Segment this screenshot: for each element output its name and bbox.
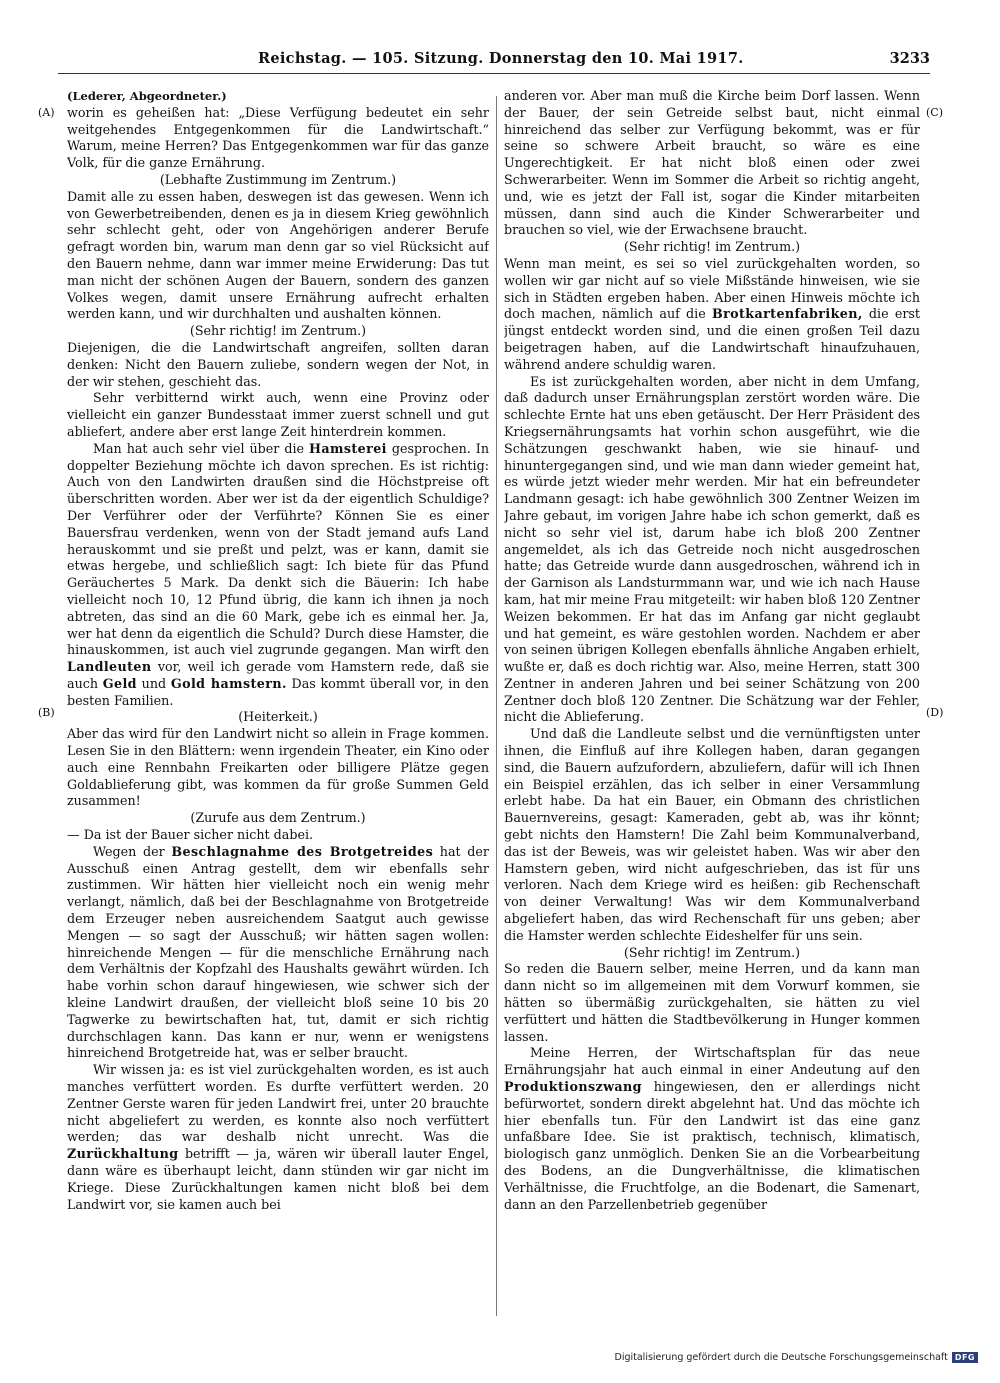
column-divider: [496, 96, 497, 1316]
interjection: (Zurufe aus dem Zentrum.): [190, 810, 366, 826]
emphasis: Brotkartenfabriken,: [711, 306, 863, 322]
header-title: Reichstag. — 105. Sitzung. Donnerstag den 10. Mai 1917.: [258, 50, 744, 67]
margin-mark-c: (C): [926, 106, 943, 119]
paragraph: anderen vor. Aber man muß die Kirche beim Dorf lassen. Wenn der Bauer, der sein Getreide selbst baut, nicht einmal hinreichend das selber zur Verfügung bekommt, was er für seine so schwere Arbeit braucht, so wäre es eine Ungerechtigkeit. Er hat nicht bloß einen oder zwei Schwerarbeiter. Wenn im Sommer die Arbeit so richtig angeht, und, wie es jetzt der Fall ist, sogar die Kinder mitarbeiten müssen, dann sind auch die Kinder Schwerarbeiter und brauchen so viel, wie der Erwachsene braucht.: [504, 88, 920, 238]
paragraph: So reden die Bauern selber, meine Herren, und da kann man dann nicht so im allgemeinen mit dem Vorwurf kommen, sie hätten so übermäßig zurückgehalten, sie hätten zu viel verfüttert und hätten die Stadtbevölkerung in Hunger kommen lassen.: [504, 961, 920, 1044]
emphasis: Hamsterei: [309, 440, 387, 456]
header-rule: [58, 73, 930, 74]
interjection: (Sehr richtig! im Zentrum.): [623, 944, 801, 960]
paragraph: Wenn man meint, es sei so viel zurückgehalten worden, so wollen wir gar nicht auf so viele Mißstände hinweisen, wie sie sich in Städten ergeben haben. Aber einen Hinweis möchte ich doch machen, nämlich auf die Brotkartenfabriken, die erst jüngst entdeckt worden sind, und die einen großen Teil dazu beigetragen haben, auf die Landwirtschaft hinaufzuhauen, während andere schuldig waren.: [504, 255, 920, 372]
paragraph: — Da ist der Bauer sicher nicht dabei.: [67, 827, 314, 843]
margin-mark-b: (B): [38, 706, 55, 719]
paragraph: worin es geheißen hat: „Diese Verfügung bedeutet ein sehr weitgehendes Entgegenkommen für die Landwirtschaft.“ Warum, meine Herren? Das Entgegenkommen war für das ganze Volk, für die ganze Ernährung.: [67, 104, 489, 171]
paragraph: Es ist zurückgehalten worden, aber nicht in dem Umfang, daß dadurch unser Ernährungsplan zerstört worden wäre. Die schlechte Ernte hat uns eben getäuscht. Der Herr Präsident des Kriegsernährungsamts hat vorhin schon ausgeführt, wie die Schätzungen geschwankt haben, wie sie hinauf- und hinuntergegangen sind, und wie man dann wieder gemeint hat, es würde jetzt wieder mehr werden. Mir hat ein befreundeter Landmann gesagt: ich habe gewöhnlich 300 Zentner Weizen im Jahre gebaut, im vorigen Jahre habe ich schon gemerkt, daß es nicht so sehr viel ist, darum habe ich bloß 200 Zentner angemeldet, als ich das Getreide noch nicht ausgedroschen hatte; das Getreide wurde dann ausgedroschen, während ich in der Garnison als Landsturmmann war, und wie ich nach Hause kam, hat mir meine Frau mitgeteilt: wir haben bloß 120 Zentner Weizen bekommen. Er hat das im Anfang gar nicht geglaubt und hat gemeint, es wäre gestohlen worden. Nachdem er aber von seinen übrigen Kollegen ebenfalls ähnliche Angaben erhielt, wußte er, daß es doch richtig war. Also, meine Herren, statt 300 Zentner in anderen Jahren und bei seiner Schätzung von 200 Zentner doch bloß 120 Zentner. Die Schätzung war der Fehler, nicht die Ablieferung.: [504, 373, 920, 725]
emphasis: Zurückhaltung: [67, 1146, 179, 1162]
margin-mark-a: (A): [38, 106, 55, 119]
emphasis: Beschlagnahme des Brotgetreides: [171, 843, 434, 859]
paragraph: Diejenigen, die die Landwirtschaft angreifen, sollten daran denken: Nicht den Bauern zuliebe, sondern wegen der Not, in der wir stehen, geschieht das.: [67, 339, 489, 389]
credit-text: Digitalisierung gefördert durch die Deutsche Forschungsgemeinschaft: [614, 1352, 948, 1363]
paragraph: Sehr verbitternd wirkt auch, wenn eine Provinz oder vielleicht ein ganzer Bundesstaat immer zuerst schnell und gut abliefert, andere aber erst lange Zeit hinterdrein kommen.: [67, 390, 489, 439]
page-header: [58, 50, 930, 70]
digitization-credit: [615, 1352, 978, 1363]
interjection: (Sehr richtig! im Zentrum.): [623, 239, 801, 255]
right-column: [504, 88, 920, 1316]
dfg-logo: DFG: [952, 1352, 978, 1363]
paragraph: Man hat auch sehr viel über die Hamsterei gesprochen. In doppelter Beziehung möchte ich davon sprechen. Es ist richtig: Auch von den Landwirten draußen sind die Höchstpreise oft überschritten worden. Aber wer ist da der eigentlich Schuldige? Der Verführer oder der Verführte? Können Sie es einer Bauersfrau verdenken, wenn von der Stadt jemand aufs Land herauskommt und sie preßt und pelzt, was er kann, damit sie etwas hergebe, und schließlich sagt: Ich biete für das Pfund Geräuchertes 5 Mark. Da denkt sich die Bäuerin: Ich habe vielleicht noch 10, 12 Pfund übrig, die kann ich ihnen ja noch abtreten, das sind an die 60 Mark, gebe ich es einmal her. Ja, wer hat denn da eigentlich die Schuld? Durch diese Hamster, die hinauskommen, ist auch viel zugrunde gegangen. Man wirft den Landleuten vor, weil ich gerade vom Hamstern rede, daß sie auch Geld und Gold hamstern. Das kommt überall vor, in den besten Familien.: [67, 440, 489, 708]
paragraph: Meine Herren, der Wirtschaftsplan für das neue Ernährungsjahr hat auch einmal in einer Andeutung auf den Produktionszwang hingewiesen, den er allerdings nicht befürwortet, sondern direkt abgelehnt hat. Und das möchte ich hier ebenfalls tun. Für den Landwirt ist das eine ganz unfaßbare Idee. Sie ist praktisch, technisch, klimatisch, biologisch ganz unmöglich. Denken Sie an die Vorbearbeitung des Bodens, an die Dungverhältnisse, die klimatischen Verhältnisse, die Fruchtfolge, an die Bodenart, die Samenart, dann an den Parzellenbetrieb gegenüber: [504, 1045, 920, 1212]
interjection: (Lebhafte Zustimmung im Zentrum.): [159, 171, 397, 187]
paragraph: Und daß die Landleute selbst und die vernünftigsten unter ihnen, die Einfluß auf ihre Kollegen haben, daran gegangen sind, die Bauern aufzufordern, abzuliefern, dafür will ich Ihnen ein Beispiel erzählen, das ich selber in einer Versammlung erlebt habe. Da hat ein Bauer, ein Obmann des christlichen Bauernvereins, gesagt: Kameraden, gebt ab, was ihr könnt; gebt nichts den Hamstern! Die Zahl beim Kommunalverband, das ist der Beweis, was wir geleistet haben. Was wir aber den Hamstern geben, wird nicht aufgeschrieben, das ist für uns verloren. Nach dem Kriege wird es heißen: gib Rechenschaft von deiner Verwaltung! Was wir dem Kommunalverband abgeliefert haben, das wird Rechenschaft für uns geben; aber die Hamster werden schlechte Eideshelfer für uns sein.: [504, 726, 920, 943]
emphasis: Produktionszwang: [504, 1079, 642, 1095]
paragraph: Wir wissen ja: es ist viel zurückgehalten worden, es ist auch manches verfüttert worden. Es durfte verfüttert werden. 20 Zentner Gerste waren für jeden Landwirt frei, unter 20 brauchte nicht abgeliefert zu werden, es konnte also noch verfüttert werden; das war deshalb nicht unrecht. Was die Zurückhaltung betrifft — ja, wären wir überall lauter Engel, dann wäre es überhaupt leicht, dann stünden wir gar nicht im Kriege. Diese Zurückhaltungen kamen nicht bloß bei dem Landwirt vor, sie kamen auch bei: [67, 1062, 489, 1212]
paragraph: Damit alle zu essen haben, deswegen ist das gewesen. Wenn ich von Gewerbetreibenden, denen es ja in diesem Krieg gewöhnlich sehr schlecht geht, oder von Angehörigen anderer Berufe gefragt worden bin, warum man denn gar so viel Rücksicht auf den Bauern nehme, dann war immer meine Erwiderung: Das tut man nicht der schönen Augen der Bauern, sondern des ganzen Volkes wegen, damit unsere Ernährung aufrecht erhalten werden kann, und wir durchhalten und aushalten können.: [67, 188, 489, 322]
margin-mark-d: (D): [926, 706, 944, 719]
paragraph: Wegen der Beschlagnahme des Brotgetreides hat der Ausschuß einen Antrag gestellt, dem wir ebenfalls sehr zustimmen. Wir hätten hier vielleicht noch ein wenig mehr verlangt, nämlich, daß bei der Beschlagnahme von Brotgetreide dem Erzeuger neben ausreichendem Saatgut auch gewisse Mengen — so sagt der Ausschuß; wir hätten sagen wollen: hinreichende Mengen — für die menschliche Ernährung nach dem Verhältnis der Kopfzahl des Haushalts gewährt würden. Ich habe vorhin schon darauf hingewiesen, wie schwer sich der kleine Landwirt draußen, der vielleicht bloß seine 10 bis 20 Tagwerke zu bewirtschaften hat, tut, damit er sich richtig durchschlagen kann. Das kann er nur, wenn er wenigstens hinreichend Brotgetreide hat, was er selber braucht.: [67, 843, 489, 1061]
emphasis: Gold hamstern.: [170, 675, 287, 691]
interjection: (Sehr richtig! im Zentrum.): [189, 323, 367, 339]
speaker-label: (Lederer, Abgeordneter.): [67, 89, 227, 103]
emphasis: Geld: [102, 675, 137, 691]
paragraph: Aber das wird für den Landwirt nicht so allein in Frage kommen. Lesen Sie in den Blättern: wenn irgendein Theater, ein Kino oder auch eine Rennbahn Freikarten oder billigere Plätze gegen Goldablieferung gibt, was kommen da für große Summen Geld zusammen!: [67, 726, 489, 809]
left-column: [67, 88, 489, 1316]
interjection: (Heiterkeit.): [238, 709, 318, 725]
page-number: 3233: [889, 50, 930, 67]
emphasis: Landleuten: [67, 659, 152, 675]
